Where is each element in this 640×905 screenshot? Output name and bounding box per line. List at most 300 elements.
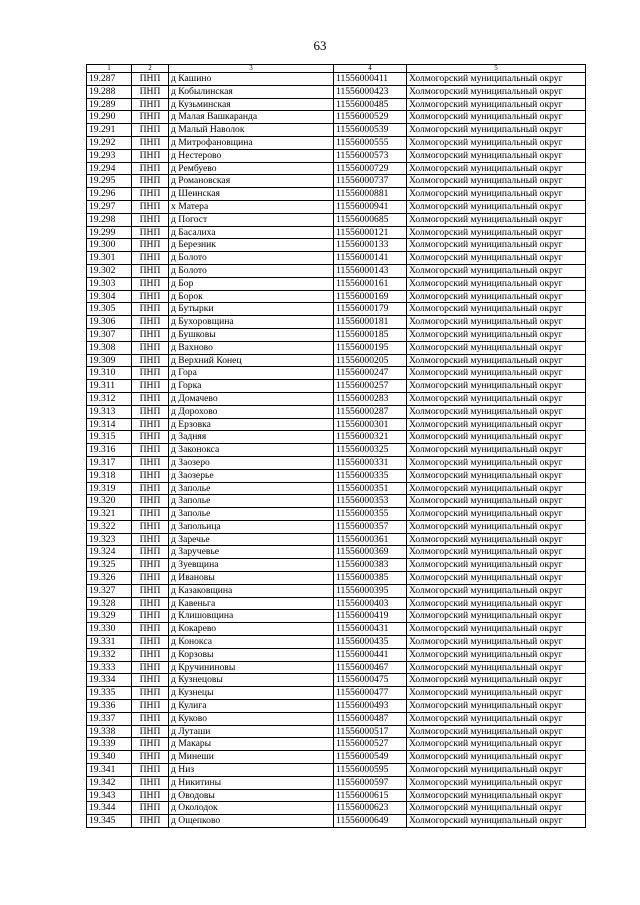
oktmo-code: 11556000353 <box>334 495 407 508</box>
settlement-type: ПНП <box>132 149 169 162</box>
district-name: Холмогорский муниципальный округ <box>407 264 586 277</box>
settlement-name: д Нестерово <box>169 149 334 162</box>
table-row <box>87 418 586 431</box>
settlement-type: ПНП <box>132 546 169 559</box>
settlement-type: ПНП <box>132 559 169 572</box>
oktmo-code: 11556000475 <box>334 674 407 687</box>
row-number: 19.333 <box>87 661 132 674</box>
table-row <box>87 290 586 303</box>
settlement-name: д Корзовы <box>169 648 334 661</box>
row-number: 19.296 <box>87 188 132 201</box>
oktmo-code: 11556000485 <box>334 98 407 111</box>
row-number: 19.320 <box>87 495 132 508</box>
district-name: Холмогорский муниципальный округ <box>407 367 586 380</box>
oktmo-code: 11556000555 <box>334 136 407 149</box>
district-name: Холмогорский муниципальный округ <box>407 175 586 188</box>
district-name: Холмогорский муниципальный округ <box>407 290 586 303</box>
settlement-name: д Оводовы <box>169 789 334 802</box>
district-name: Холмогорский муниципальный округ <box>407 546 586 559</box>
table-row <box>87 98 586 111</box>
header-col-2: 2 <box>132 65 169 73</box>
settlement-name: д Запольица <box>169 520 334 533</box>
oktmo-code: 11556000431 <box>334 623 407 636</box>
settlement-type: ПНП <box>132 392 169 405</box>
oktmo-code: 11556000287 <box>334 405 407 418</box>
row-number: 19.304 <box>87 290 132 303</box>
settlement-name: д Никитины <box>169 776 334 789</box>
settlement-type: ПНП <box>132 584 169 597</box>
settlement-type: ПНП <box>132 367 169 380</box>
oktmo-code: 11556000493 <box>334 700 407 713</box>
settlement-type: ПНП <box>132 533 169 546</box>
header-col-1: 1 <box>87 65 132 73</box>
settlement-name: д Ерзовка <box>169 418 334 431</box>
table-row <box>87 303 586 316</box>
settlement-type: ПНП <box>132 520 169 533</box>
settlement-type: ПНП <box>132 418 169 431</box>
oktmo-code: 11556000257 <box>334 380 407 393</box>
table-row <box>87 316 586 329</box>
table-row <box>87 789 586 802</box>
district-name: Холмогорский муниципальный округ <box>407 405 586 418</box>
row-number: 19.310 <box>87 367 132 380</box>
district-name: Холмогорский муниципальный округ <box>407 316 586 329</box>
district-name: Холмогорский муниципальный округ <box>407 431 586 444</box>
settlement-type: ПНП <box>132 380 169 393</box>
district-name: Холмогорский муниципальный округ <box>407 418 586 431</box>
settlement-type: ПНП <box>132 111 169 124</box>
settlement-type: ПНП <box>132 290 169 303</box>
district-name: Холмогорский муниципальный округ <box>407 533 586 546</box>
district-name: Холмогорский муниципальный округ <box>407 597 586 610</box>
row-number: 19.301 <box>87 252 132 265</box>
settlement-type: ПНП <box>132 200 169 213</box>
oktmo-code: 11556000573 <box>334 149 407 162</box>
settlement-type: ПНП <box>132 354 169 367</box>
settlement-name: д Рембуево <box>169 162 334 175</box>
oktmo-code: 11556000411 <box>334 73 407 86</box>
table-row <box>87 572 586 585</box>
settlement-name: д Малый Наволок <box>169 124 334 137</box>
district-name: Холмогорский муниципальный округ <box>407 226 586 239</box>
oktmo-code: 11556000487 <box>334 712 407 725</box>
settlement-name: д Кузьминская <box>169 98 334 111</box>
page-number: 63 <box>313 38 327 53</box>
table-row <box>87 597 586 610</box>
oktmo-code: 11556000247 <box>334 367 407 380</box>
settlement-type: ПНП <box>132 469 169 482</box>
table-row <box>87 175 586 188</box>
district-name: Холмогорский муниципальный округ <box>407 789 586 802</box>
settlement-type: ПНП <box>132 674 169 687</box>
table-row <box>87 124 586 137</box>
settlement-name: х Матера <box>169 200 334 213</box>
settlement-name: д Кулига <box>169 700 334 713</box>
row-number: 19.325 <box>87 559 132 572</box>
settlement-name: д Минеши <box>169 751 334 764</box>
settlement-type: ПНП <box>132 277 169 290</box>
oktmo-code: 11556000301 <box>334 418 407 431</box>
oktmo-code: 11556000527 <box>334 738 407 751</box>
settlement-type: ПНП <box>132 73 169 86</box>
table-row <box>87 546 586 559</box>
district-name: Холмогорский муниципальный округ <box>407 725 586 738</box>
settlement-name: д Кобылинская <box>169 85 334 98</box>
settlement-name: д Болото <box>169 252 334 265</box>
settlement-name: д Митрофановщина <box>169 136 334 149</box>
oktmo-code: 11556000121 <box>334 226 407 239</box>
district-name: Холмогорский муниципальный округ <box>407 149 586 162</box>
settlement-name: д Кашино <box>169 73 334 86</box>
settlement-name: д Заручевье <box>169 546 334 559</box>
settlement-type: ПНП <box>132 341 169 354</box>
settlement-name: д Бушковы <box>169 328 334 341</box>
oktmo-code: 11556000325 <box>334 444 407 457</box>
settlement-type: ПНП <box>132 751 169 764</box>
table-row <box>87 508 586 521</box>
district-name: Холмогорский муниципальный округ <box>407 239 586 252</box>
table-row <box>87 239 586 252</box>
table-row <box>87 277 586 290</box>
settlement-type: ПНП <box>132 789 169 802</box>
header-col-5: 5 <box>407 65 586 73</box>
settlement-type: ПНП <box>132 316 169 329</box>
settlement-name: д Заполье <box>169 495 334 508</box>
settlement-name: д Борок <box>169 290 334 303</box>
oktmo-code: 11556000597 <box>334 776 407 789</box>
table-row <box>87 73 586 86</box>
district-name: Холмогорский муниципальный округ <box>407 776 586 789</box>
table-row <box>87 623 586 636</box>
row-number: 19.337 <box>87 712 132 725</box>
oktmo-code: 11556000181 <box>334 316 407 329</box>
settlement-name: д Горка <box>169 380 334 393</box>
district-name: Холмогорский муниципальный округ <box>407 73 586 86</box>
oktmo-code: 11556000649 <box>334 815 407 828</box>
row-number: 19.328 <box>87 597 132 610</box>
row-number: 19.316 <box>87 444 132 457</box>
row-number: 19.332 <box>87 648 132 661</box>
settlement-type: ПНП <box>132 252 169 265</box>
table-row <box>87 520 586 533</box>
row-number: 19.345 <box>87 815 132 828</box>
district-name: Холмогорский муниципальный округ <box>407 303 586 316</box>
settlement-name: д Малая Вашкаранда <box>169 111 334 124</box>
oktmo-code: 11556000179 <box>334 303 407 316</box>
settlement-type: ПНП <box>132 188 169 201</box>
settlement-type: ПНП <box>132 661 169 674</box>
district-name: Холмогорский муниципальный округ <box>407 584 586 597</box>
settlement-type: ПНП <box>132 738 169 751</box>
district-name: Холмогорский муниципальный округ <box>407 380 586 393</box>
oktmo-code: 11556000321 <box>334 431 407 444</box>
row-number: 19.343 <box>87 789 132 802</box>
oktmo-code: 11556000623 <box>334 802 407 815</box>
oktmo-code: 11556000143 <box>334 264 407 277</box>
table-row <box>87 136 586 149</box>
district-name: Холмогорский муниципальный округ <box>407 456 586 469</box>
settlement-type: ПНП <box>132 175 169 188</box>
settlement-type: ПНП <box>132 226 169 239</box>
district-name: Холмогорский муниципальный округ <box>407 764 586 777</box>
settlement-name: д Березник <box>169 239 334 252</box>
district-name: Холмогорский муниципальный округ <box>407 136 586 149</box>
oktmo-code: 11556000529 <box>334 111 407 124</box>
row-number: 19.314 <box>87 418 132 431</box>
row-number: 19.331 <box>87 636 132 649</box>
settlement-type: ПНП <box>132 687 169 700</box>
row-number: 19.319 <box>87 482 132 495</box>
row-number: 19.344 <box>87 802 132 815</box>
oktmo-code: 11556000517 <box>334 725 407 738</box>
row-number: 19.308 <box>87 341 132 354</box>
settlement-name: д Конокса <box>169 636 334 649</box>
row-number: 19.334 <box>87 674 132 687</box>
row-number: 19.289 <box>87 98 132 111</box>
settlement-name: д Заозеро <box>169 456 334 469</box>
settlement-name: д Околодок <box>169 802 334 815</box>
settlement-type: ПНП <box>132 572 169 585</box>
oktmo-code: 11556000729 <box>334 162 407 175</box>
settlement-type: ПНП <box>132 405 169 418</box>
oktmo-code: 11556000423 <box>334 85 407 98</box>
table-row <box>87 764 586 777</box>
settlement-name: д Кокарево <box>169 623 334 636</box>
row-number: 19.317 <box>87 456 132 469</box>
settlement-type: ПНП <box>132 328 169 341</box>
table-row <box>87 533 586 546</box>
table-row <box>87 559 586 572</box>
table-row <box>87 85 586 98</box>
district-name: Холмогорский муниципальный округ <box>407 508 586 521</box>
row-number: 19.340 <box>87 751 132 764</box>
table-row <box>87 444 586 457</box>
settlement-name: д Заозерье <box>169 469 334 482</box>
table-header-row <box>87 65 586 73</box>
table-row <box>87 584 586 597</box>
settlement-type: ПНП <box>132 610 169 623</box>
district-name: Холмогорский муниципальный округ <box>407 188 586 201</box>
row-number: 19.299 <box>87 226 132 239</box>
oktmo-code: 11556000185 <box>334 328 407 341</box>
settlement-type: ПНП <box>132 444 169 457</box>
oktmo-code: 11556000351 <box>334 482 407 495</box>
settlement-name: д Казаковщина <box>169 584 334 597</box>
table-row <box>87 431 586 444</box>
row-number: 19.291 <box>87 124 132 137</box>
row-number: 19.300 <box>87 239 132 252</box>
settlement-name: д Ивановы <box>169 572 334 585</box>
table-row <box>87 712 586 725</box>
oktmo-code: 11556000357 <box>334 520 407 533</box>
settlement-name: д Законокса <box>169 444 334 457</box>
district-name: Холмогорский муниципальный округ <box>407 277 586 290</box>
table-row <box>87 815 586 828</box>
settlement-type: ПНП <box>132 700 169 713</box>
table-row <box>87 636 586 649</box>
table-row <box>87 725 586 738</box>
district-name: Холмогорский муниципальный округ <box>407 200 586 213</box>
district-name: Холмогорский муниципальный округ <box>407 213 586 226</box>
table-row <box>87 111 586 124</box>
table-row <box>87 213 586 226</box>
header-col-4: 4 <box>334 65 407 73</box>
settlement-name: д Бутырки <box>169 303 334 316</box>
row-number: 19.326 <box>87 572 132 585</box>
settlement-name: д Кавеньга <box>169 597 334 610</box>
oktmo-code: 11556000141 <box>334 252 407 265</box>
oktmo-code: 11556000355 <box>334 508 407 521</box>
settlement-type: ПНП <box>132 815 169 828</box>
district-name: Холмогорский муниципальный округ <box>407 444 586 457</box>
row-number: 19.292 <box>87 136 132 149</box>
table-row <box>87 341 586 354</box>
settlement-name: д Романовская <box>169 175 334 188</box>
settlement-type: ПНП <box>132 764 169 777</box>
row-number: 19.315 <box>87 431 132 444</box>
settlement-name: д Бухоровщина <box>169 316 334 329</box>
settlement-type: ПНП <box>132 508 169 521</box>
table-row <box>87 354 586 367</box>
settlement-type: ПНП <box>132 597 169 610</box>
oktmo-code: 11556000549 <box>334 751 407 764</box>
oktmo-code: 11556000335 <box>334 469 407 482</box>
row-number: 19.324 <box>87 546 132 559</box>
settlement-type: ПНП <box>132 495 169 508</box>
settlement-type: ПНП <box>132 725 169 738</box>
settlement-name: д Зуевщина <box>169 559 334 572</box>
table-row <box>87 456 586 469</box>
table-row <box>87 380 586 393</box>
settlement-type: ПНП <box>132 213 169 226</box>
settlement-name: д Кузнецовы <box>169 674 334 687</box>
settlement-type: ПНП <box>132 431 169 444</box>
oktmo-code: 11556000595 <box>334 764 407 777</box>
oktmo-code: 11556000435 <box>334 636 407 649</box>
settlement-name: д Верхний Конец <box>169 354 334 367</box>
row-number: 19.323 <box>87 533 132 546</box>
table-row <box>87 367 586 380</box>
settlement-name: д Низ <box>169 764 334 777</box>
settlement-name: д Погост <box>169 213 334 226</box>
row-number: 19.341 <box>87 764 132 777</box>
settlement-name: д Макары <box>169 738 334 751</box>
settlement-type: ПНП <box>132 303 169 316</box>
row-number: 19.293 <box>87 149 132 162</box>
district-name: Холмогорский муниципальный округ <box>407 623 586 636</box>
row-number: 19.327 <box>87 584 132 597</box>
settlement-name: д Клишовщина <box>169 610 334 623</box>
row-number: 19.287 <box>87 73 132 86</box>
district-name: Холмогорский муниципальный округ <box>407 341 586 354</box>
district-name: Холмогорский муниципальный округ <box>407 392 586 405</box>
row-number: 19.294 <box>87 162 132 175</box>
settlement-name: д Заполье <box>169 482 334 495</box>
table-row <box>87 469 586 482</box>
table-row <box>87 751 586 764</box>
table-row <box>87 738 586 751</box>
row-number: 19.290 <box>87 111 132 124</box>
district-name: Холмогорский муниципальный округ <box>407 85 586 98</box>
oktmo-code: 11556000169 <box>334 290 407 303</box>
settlement-type: ПНП <box>132 482 169 495</box>
district-name: Холмогорский муниципальный округ <box>407 124 586 137</box>
district-name: Холмогорский муниципальный округ <box>407 674 586 687</box>
district-name: Холмогорский муниципальный округ <box>407 712 586 725</box>
table-row <box>87 610 586 623</box>
district-name: Холмогорский муниципальный округ <box>407 648 586 661</box>
district-name: Холмогорский муниципальный округ <box>407 252 586 265</box>
oktmo-code: 11556000419 <box>334 610 407 623</box>
settlement-type: ПНП <box>132 776 169 789</box>
oktmo-code: 11556000369 <box>334 546 407 559</box>
row-number: 19.339 <box>87 738 132 751</box>
settlement-name: д Кузнецы <box>169 687 334 700</box>
row-number: 19.311 <box>87 380 132 393</box>
oktmo-code: 11556000385 <box>334 572 407 585</box>
row-number: 19.330 <box>87 623 132 636</box>
row-number: 19.295 <box>87 175 132 188</box>
district-name: Холмогорский муниципальный округ <box>407 636 586 649</box>
settlement-type: ПНП <box>132 264 169 277</box>
row-number: 19.329 <box>87 610 132 623</box>
row-number: 19.302 <box>87 264 132 277</box>
settlement-type: ПНП <box>132 136 169 149</box>
district-name: Холмогорский муниципальный округ <box>407 700 586 713</box>
district-name: Холмогорский муниципальный округ <box>407 687 586 700</box>
settlement-name: д Гора <box>169 367 334 380</box>
oktmo-code: 11556000881 <box>334 188 407 201</box>
settlement-name: д Кручининовы <box>169 661 334 674</box>
settlement-table <box>86 64 586 828</box>
settlement-type: ПНП <box>132 712 169 725</box>
settlement-type: ПНП <box>132 456 169 469</box>
oktmo-code: 11556000477 <box>334 687 407 700</box>
row-number: 19.305 <box>87 303 132 316</box>
district-name: Холмогорский муниципальный округ <box>407 802 586 815</box>
row-number: 19.338 <box>87 725 132 738</box>
district-name: Холмогорский муниципальный округ <box>407 751 586 764</box>
oktmo-code: 11556000283 <box>334 392 407 405</box>
district-name: Холмогорский муниципальный округ <box>407 469 586 482</box>
settlement-type: ПНП <box>132 636 169 649</box>
table-row <box>87 264 586 277</box>
row-number: 19.298 <box>87 213 132 226</box>
oktmo-code: 11556000195 <box>334 341 407 354</box>
settlement-name: д Болото <box>169 264 334 277</box>
table-row <box>87 700 586 713</box>
header-col-3: 3 <box>169 65 334 73</box>
table-row <box>87 405 586 418</box>
settlement-name: д Заречье <box>169 533 334 546</box>
row-number: 19.336 <box>87 700 132 713</box>
row-number: 19.335 <box>87 687 132 700</box>
district-name: Холмогорский муниципальный округ <box>407 738 586 751</box>
district-name: Холмогорский муниципальный округ <box>407 572 586 585</box>
oktmo-code: 11556000615 <box>334 789 407 802</box>
settlement-type: ПНП <box>132 648 169 661</box>
table-row <box>87 802 586 815</box>
district-name: Холмогорский муниципальный округ <box>407 482 586 495</box>
table-row <box>87 252 586 265</box>
oktmo-code: 11556000539 <box>334 124 407 137</box>
oktmo-code: 11556000205 <box>334 354 407 367</box>
table-row <box>87 687 586 700</box>
row-number: 19.342 <box>87 776 132 789</box>
settlement-type: ПНП <box>132 85 169 98</box>
table-row <box>87 495 586 508</box>
table-row <box>87 200 586 213</box>
